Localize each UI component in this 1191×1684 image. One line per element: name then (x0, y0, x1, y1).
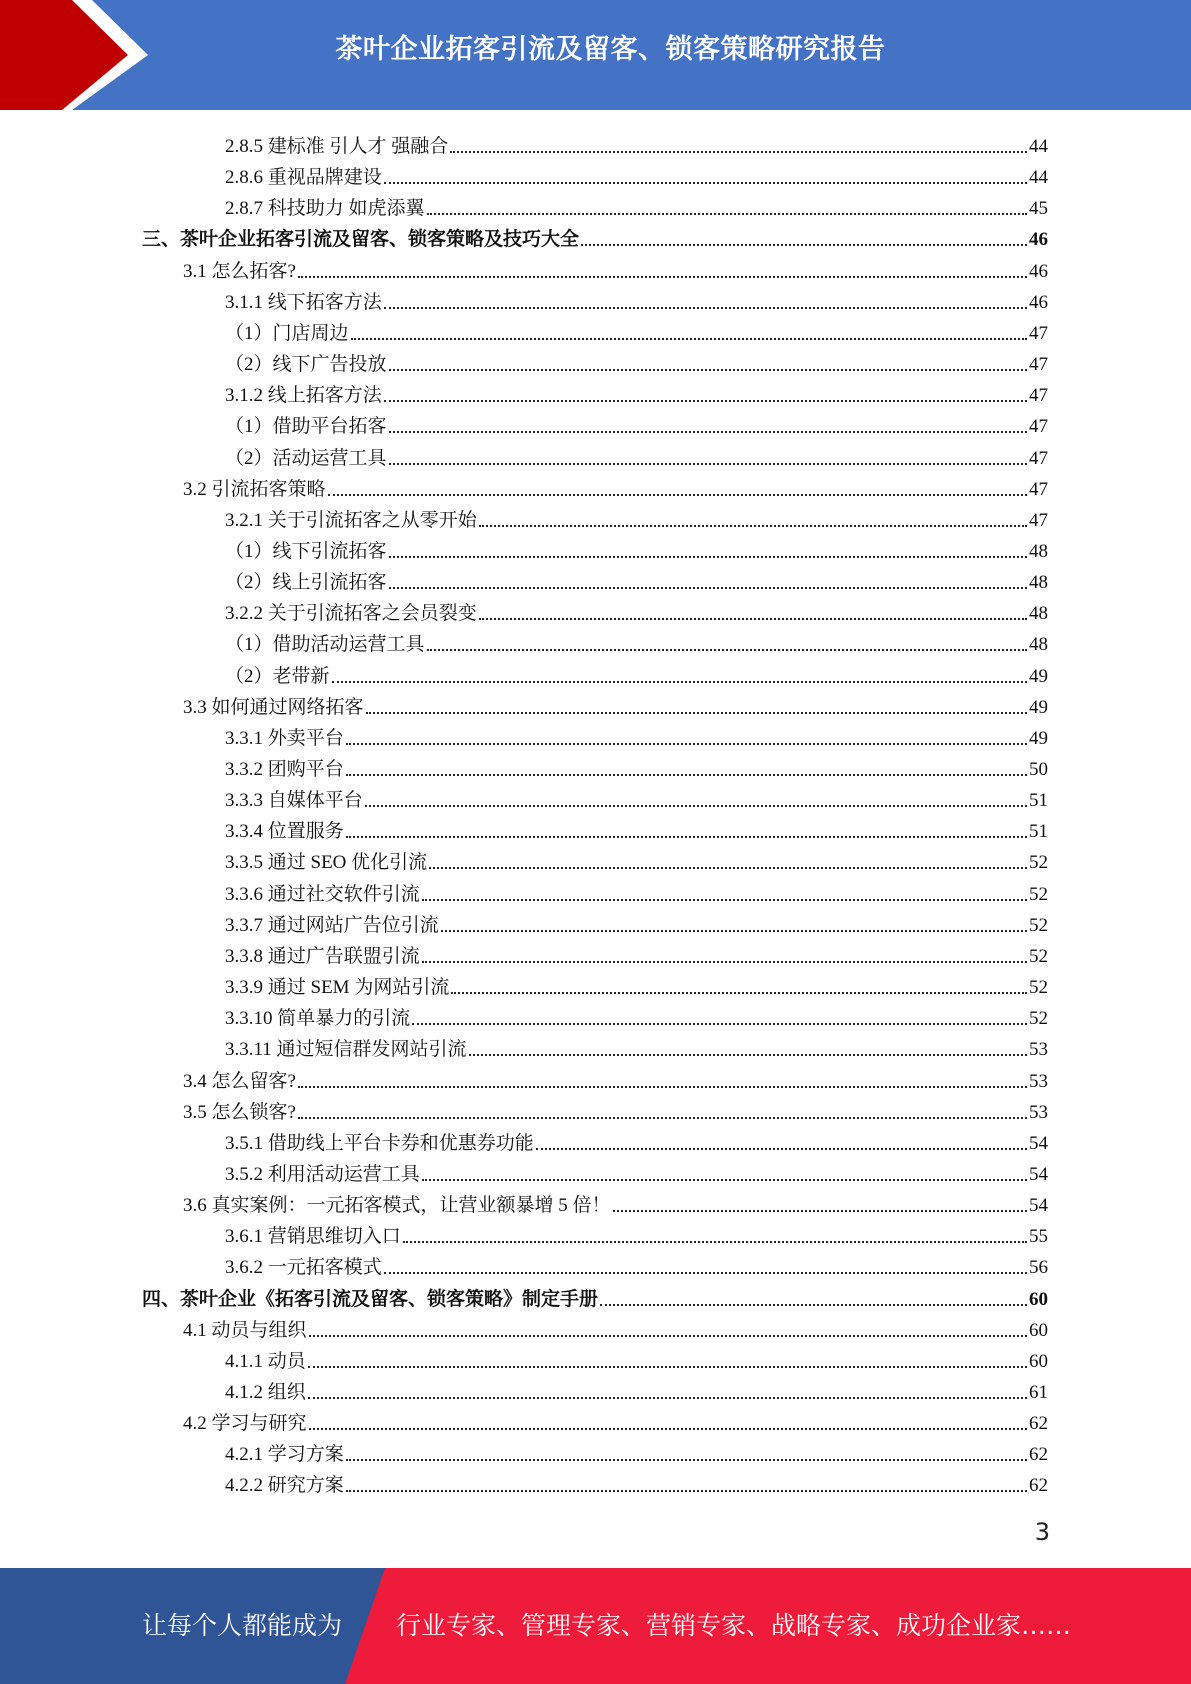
toc-entry-label: 4.2.2 研究方案 (225, 1475, 344, 1497)
toc-entry-page: 52 (1029, 883, 1048, 905)
toc-entry-label: 3.3.6 通过社交软件引流 (225, 883, 420, 905)
toc-entry-label: 3.5.2 利用活动运营工具 (225, 1163, 420, 1185)
toc-entry-label: 3.6.2 一元拓客模式 (225, 1257, 382, 1279)
toc-dot-leader (332, 681, 1027, 683)
toc-entry-label: 三、茶叶企业拓客引流及留客、锁客策略及技巧大全 (142, 229, 580, 251)
toc-dot-leader (451, 992, 1027, 994)
toc-entry[interactable] (225, 1436, 1048, 1467)
toc-entry-page: 46 (1029, 291, 1048, 313)
toc-entry-page: 46 (1029, 260, 1048, 282)
toc-dot-leader (366, 712, 1027, 714)
toc-entry-page: 60 (1029, 1319, 1048, 1341)
toc-dot-leader (403, 1241, 1027, 1243)
toc-entry-page: 47 (1029, 447, 1048, 469)
toc-entry-label: （2）老带新 (225, 665, 330, 687)
toc-entry-label: 3.5 怎么锁客? (183, 1101, 296, 1123)
footer-slogan-left: 让每个人都能成为 (142, 1611, 343, 1640)
toc-dot-leader (351, 338, 1027, 340)
toc-entry[interactable] (225, 1343, 1048, 1374)
toc-entry[interactable] (183, 1312, 1048, 1343)
toc-dot-leader (479, 618, 1027, 620)
toc-entry-label: 3.2.1 关于引流拓客之从零开始 (225, 509, 477, 531)
toc-entry-label: （1）门店周边 (225, 322, 349, 344)
toc-entry-page: 47 (1029, 509, 1048, 531)
toc-entry[interactable] (183, 471, 1048, 502)
toc-entry[interactable] (142, 1281, 1048, 1312)
footer-slogan-right: 行业专家、管理专家、营销专家、战略专家、成功企业家…… (396, 1611, 1072, 1640)
toc-entry-label: （2）线上引流拓客 (225, 572, 387, 594)
page-footer (0, 1568, 1191, 1684)
page-number: 3 (1034, 1518, 1050, 1546)
toc-entry-page: 52 (1029, 852, 1048, 874)
toc-entry-label: 3.3 如何通过网络拓客 (183, 696, 364, 718)
toc-entry[interactable] (225, 1467, 1048, 1498)
toc-entry-page: 53 (1029, 1101, 1048, 1123)
toc-entry-label: （2）活动运营工具 (225, 447, 387, 469)
toc-entry[interactable] (225, 720, 1048, 751)
toc-entry[interactable] (142, 221, 1048, 252)
toc-dot-leader (441, 930, 1027, 932)
toc-entry-label: 3.3.9 通过 SEM 为网站引流 (225, 977, 450, 999)
toc-entry[interactable] (225, 1125, 1048, 1156)
toc-dot-leader (346, 1459, 1027, 1461)
toc-dot-leader (365, 805, 1027, 807)
toc-entry-label: 3.3.4 位置服务 (225, 821, 344, 843)
toc-entry-page: 52 (1029, 945, 1048, 967)
toc-entry[interactable] (225, 1000, 1048, 1031)
toc-entry[interactable] (225, 751, 1048, 782)
toc-entry-label: 2.8.7 科技助力 如虎添翼 (225, 198, 425, 220)
toc-entry[interactable] (225, 440, 1048, 471)
toc-entry-label: 4.1.2 组织 (225, 1382, 306, 1403)
toc-entry-page: 62 (1029, 1444, 1048, 1466)
toc-entry-page: 44 (1029, 167, 1048, 189)
toc-entry-page: 52 (1029, 1008, 1048, 1030)
toc-entry-label: 4.2.1 学习方案 (225, 1444, 344, 1466)
toc-dot-leader (389, 369, 1027, 371)
toc-entry-page: 51 (1029, 790, 1048, 812)
toc-entry-page: 60 (1029, 1288, 1048, 1310)
toc-dot-leader (429, 867, 1027, 869)
toc-entry[interactable] (225, 284, 1048, 315)
toc-entry-label: 3.6 真实案例：一元拓客模式，让营业额暴增 5 倍！ (183, 1195, 611, 1217)
toc-entry[interactable] (225, 876, 1048, 907)
toc-dot-leader (384, 182, 1027, 184)
document-title: 茶叶企业拓客引流及留客、锁客策略研究报告 (335, 34, 886, 65)
toc-entry[interactable] (225, 346, 1048, 377)
toc-dot-leader (389, 431, 1027, 433)
toc-entry-page: 54 (1029, 1195, 1048, 1217)
toc-entry-label: 2.8.5 建标准 引人才 强融合 (225, 136, 449, 157)
toc-entry-page: 50 (1029, 759, 1048, 780)
toc-dot-leader (346, 743, 1027, 745)
toc-entry-page: 54 (1029, 1163, 1048, 1185)
toc-dot-leader (450, 151, 1027, 153)
toc-dot-leader (308, 1397, 1027, 1399)
toc-entry[interactable] (225, 190, 1048, 221)
toc-dot-leader (298, 1117, 1027, 1119)
toc-entry-label: （1）线下引流拓客 (225, 540, 387, 562)
toc-entry-label: 3.3.5 通过 SEO 优化引流 (225, 852, 428, 874)
toc-entry-page: 47 (1029, 322, 1048, 344)
toc-dot-leader (389, 463, 1027, 465)
toc-entry[interactable] (225, 159, 1048, 190)
toc-dot-leader (581, 244, 1027, 246)
toc-entry-page: 48 (1029, 603, 1048, 625)
toc-entry[interactable] (225, 564, 1048, 595)
toc-entry-label: 3.4 怎么留客? (183, 1070, 296, 1092)
toc-entry[interactable] (225, 408, 1048, 439)
toc-entry-page: 51 (1029, 821, 1048, 843)
toc-entry-label: 3.3.3 自媒体平台 (225, 790, 363, 812)
page-header (0, 0, 1191, 110)
toc-entry-label: 3.6.1 营销思维切入口 (225, 1226, 401, 1248)
toc-entry-label: 4.1.1 动员 (225, 1350, 306, 1372)
toc-entry-label: （1）借助平台拓客 (225, 416, 387, 438)
toc-dot-leader (384, 1272, 1027, 1274)
toc-entry[interactable] (225, 938, 1048, 969)
toc-entry-page: 47 (1029, 385, 1048, 407)
toc-entry-page: 60 (1029, 1350, 1048, 1372)
toc-entry-page: 56 (1029, 1257, 1048, 1279)
toc-dot-leader (427, 649, 1027, 651)
toc-dot-leader (389, 587, 1027, 589)
toc-entry[interactable] (183, 1405, 1048, 1436)
toc-entry[interactable] (225, 1156, 1048, 1187)
toc-dot-leader (346, 774, 1027, 776)
toc-entry-label: 3.3.11 通过短信群发网站引流 (225, 1039, 467, 1061)
toc-entry[interactable] (225, 658, 1048, 689)
toc-dot-leader (298, 276, 1027, 278)
toc-entry-page: 48 (1029, 540, 1048, 562)
toc-entry-page: 47 (1029, 416, 1048, 438)
toc-entry[interactable] (225, 533, 1048, 564)
toc-entry-page: 49 (1029, 696, 1048, 718)
toc-entry-label: 3.3.10 简单暴力的引流 (225, 1008, 411, 1030)
toc-entry[interactable] (225, 907, 1048, 938)
toc-entry[interactable] (225, 1218, 1048, 1249)
toc-entry[interactable] (183, 1187, 1048, 1218)
toc-entry[interactable] (225, 782, 1048, 813)
toc-entry-page: 49 (1029, 727, 1048, 749)
toc-entry-page: 61 (1029, 1382, 1048, 1403)
toc-dot-leader (613, 1210, 1027, 1212)
toc-entry[interactable] (225, 626, 1048, 657)
toc-dot-leader (328, 494, 1027, 496)
toc-entry-page: 44 (1029, 136, 1048, 157)
toc-entry-label: 3.1.2 线上拓客方法 (225, 385, 382, 407)
toc-entry-page: 62 (1029, 1475, 1048, 1497)
toc-entry-page: 48 (1029, 572, 1048, 594)
toc-dot-leader (309, 1428, 1027, 1430)
toc-dot-leader (536, 1148, 1027, 1150)
toc-entry-page: 55 (1029, 1226, 1048, 1248)
toc-entry-page: 48 (1029, 634, 1048, 656)
toc-dot-leader (384, 307, 1027, 309)
toc-dot-leader (469, 1054, 1027, 1056)
toc-entry-label: 4.1 动员与组织 (183, 1319, 307, 1341)
toc-entry-label: 2.8.6 重视品牌建设 (225, 167, 382, 189)
toc-dot-leader (422, 961, 1027, 963)
toc-entry-label: 3.2 引流拓客策略 (183, 478, 326, 500)
toc-entry-page: 52 (1029, 977, 1048, 999)
toc-entry-page: 54 (1029, 1132, 1048, 1154)
toc-entry[interactable] (225, 315, 1048, 346)
toc-dot-leader (346, 1490, 1027, 1492)
toc-dot-leader (422, 1179, 1027, 1181)
toc-entry-label: 3.3.8 通过广告联盟引流 (225, 945, 420, 967)
toc-entry[interactable] (183, 689, 1048, 720)
toc-entry-page: 53 (1029, 1070, 1048, 1092)
toc-entry-label: 3.3.7 通过网站广告位引流 (225, 914, 439, 936)
toc-dot-leader (309, 1335, 1027, 1337)
toc-entry[interactable] (225, 969, 1048, 1000)
toc-entry[interactable] (225, 844, 1048, 875)
toc-dot-leader (346, 836, 1027, 838)
toc-entry-label: 3.3.2 团购平台 (225, 759, 344, 780)
toc-dot-leader (384, 400, 1027, 402)
toc-entry-page: 49 (1029, 665, 1048, 687)
toc-entry[interactable] (225, 1249, 1048, 1280)
toc-dot-leader (479, 525, 1027, 527)
toc-entry-label: 3.1 怎么拓客? (183, 260, 296, 282)
toc-entry-page: 47 (1029, 354, 1048, 376)
toc-entry-page: 45 (1029, 198, 1048, 220)
toc-entry-label: （1）借助活动运营工具 (225, 634, 425, 656)
toc-entry[interactable] (183, 1063, 1048, 1094)
toc-dot-leader (389, 556, 1027, 558)
toc-entry-label: 3.2.2 关于引流拓客之会员裂变 (225, 603, 477, 625)
toc-entry[interactable] (225, 128, 1048, 159)
toc-entry-label: 3.1.1 线下拓客方法 (225, 291, 382, 313)
toc-dot-leader (600, 1304, 1027, 1306)
toc-entry-label: 4.2 学习与研究 (183, 1413, 307, 1435)
toc-entry-page: 62 (1029, 1413, 1048, 1435)
toc-dot-leader (427, 213, 1027, 215)
toc-entry[interactable] (225, 1374, 1048, 1405)
toc-entry-label: 3.3.1 外卖平台 (225, 727, 344, 749)
toc-entry-page: 46 (1029, 229, 1048, 251)
toc-dot-leader (422, 899, 1027, 901)
toc-entry-label: （2）线下广告投放 (225, 354, 387, 376)
toc-entry-label: 四、茶叶企业《拓客引流及留客、锁客策略》制定手册 (142, 1288, 599, 1310)
toc-entry-page: 53 (1029, 1039, 1048, 1061)
toc-dot-leader (298, 1086, 1027, 1088)
toc-entry-page: 47 (1029, 478, 1048, 500)
toc-dot-leader (308, 1366, 1027, 1368)
toc-entry[interactable] (225, 502, 1048, 533)
toc-entry-label: 3.5.1 借助线上平台卡券和优惠券功能 (225, 1132, 534, 1154)
toc-entry[interactable] (183, 1094, 1048, 1125)
toc-entry[interactable] (225, 813, 1048, 844)
toc-entry[interactable] (183, 253, 1048, 284)
toc-dot-leader (412, 1023, 1027, 1025)
toc-entry[interactable] (225, 377, 1048, 408)
toc-entry[interactable] (225, 595, 1048, 626)
toc-entry-page: 52 (1029, 914, 1048, 936)
toc-entry[interactable] (225, 1031, 1048, 1062)
